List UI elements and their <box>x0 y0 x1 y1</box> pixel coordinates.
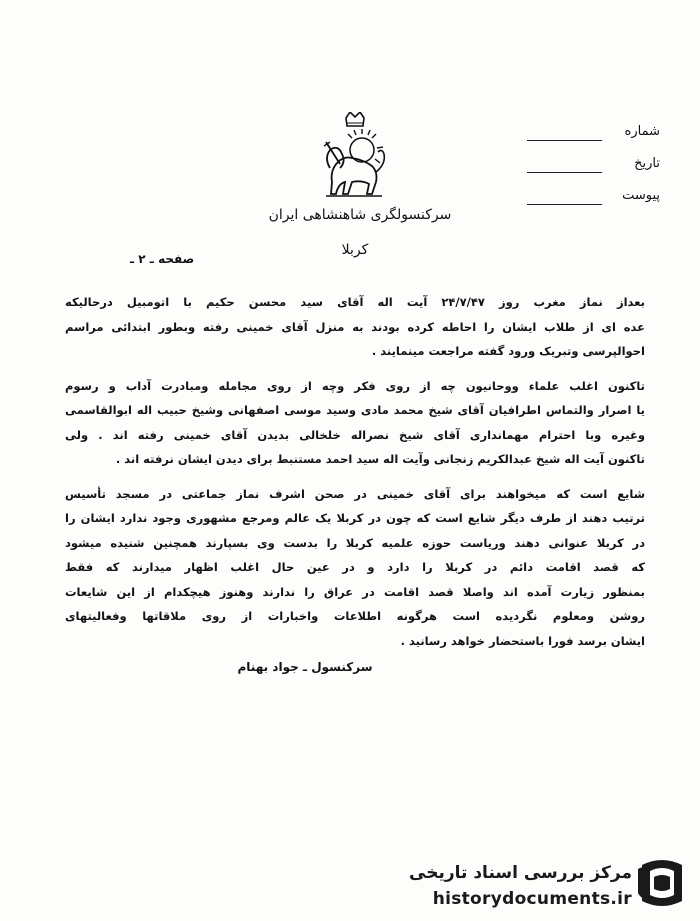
letter-body <box>65 290 645 653</box>
body-line: تاکنون آیت اله شیخ عبدالکریم زنجانی وآیت اله سید احمد مستنبط برای دیدن ایشان نرفته اند . <box>115 452 645 466</box>
watermark-url: historydocuments.ir <box>432 889 632 909</box>
number-line <box>527 140 602 141</box>
page-number: صفحه ـ ۲ ـ <box>130 252 195 266</box>
body-line: بمنظور زیارت آمده اند واصلا قصد اقامت در عراق را ندارند وهنوز هیچکدام از این شایعات <box>65 584 645 599</box>
attachment-line <box>527 204 602 205</box>
body-line: بعداز نماز مغرب روز ۲۴/۷/۴۷ آیت اله آقای سید محسن حکیم با اتومبیل درحالیکه <box>65 295 645 309</box>
body-line: تاکنون اغلب علماء ووحانیون چه از روی فکر وچه از روی مجامله ومبادرت آداب و رسوم <box>65 378 645 393</box>
number-field <box>480 124 660 144</box>
signature: سرکنسول ـ جواد بهنام <box>237 660 373 674</box>
lion-and-sun-emblem-icon <box>312 112 398 202</box>
body-line: در کربلا عنوانی دهند وریاست حوزه علمیه کربلا را بدست وی بسپارند همچنین شنیده میشود <box>65 535 645 550</box>
body-line: ترتیب دهند از طرف دیگر شایع است که چون در کربلا یک عالم ومرجع مشهوری وجود ندارد ایشان را <box>65 511 645 525</box>
paragraph-gap <box>65 472 645 482</box>
body-line: روشن ومعلوم نگردیده است هرگونه اطلاعات واخبارات از روی ملاقاتها وفعالیتهای <box>65 609 645 623</box>
number-label: شماره <box>624 124 660 139</box>
consulate-title: سرکنسولگری شاهنشاهی ایران <box>268 207 452 223</box>
attachment-label: پیوست <box>622 188 660 203</box>
body-line: یا اصرار والتماس اطرافیان آقای شیخ محمد مادی وسید موسی اصفهانی وشیخ حبیب اله ابوالقاسمی <box>65 403 645 417</box>
date-line <box>527 172 602 173</box>
archive-logo-icon <box>636 855 688 911</box>
date-label: تاریخ <box>634 156 660 171</box>
watermark-title: مرکز بررسی اسناد تاریخی <box>409 863 632 883</box>
city-name: کربلا <box>341 242 369 258</box>
body-line: عده ای از طلاب ایشان را احاطه کرده بودند به منزل آقای خمینی رفته وبطور ابتدائی مراسم <box>65 319 645 334</box>
date-field <box>480 156 660 176</box>
body-line: ایشان برسد فورا باستحضار خواهد رسانید . <box>400 633 645 648</box>
body-line: وغیره وبا احترام مهمانداری آقای شیخ نصراله خلخالی بدیدن آقای خمینی رفته اند . ولی <box>65 427 645 442</box>
body-line: احوالپرسی وتبریک ورود گفته مراجعت مینمایند . <box>371 344 645 358</box>
body-line: شایع است که میخواهند برای آقای خمینی در صحن اشرف نماز جماعتی در مسجد تأسیس <box>65 486 645 501</box>
attachment-field <box>480 188 660 208</box>
watermark <box>398 845 688 915</box>
body-line: که قصد اقامت دائم در کربلا را دارد و در عین حال اغلب اظهار میدارند که فقط <box>65 560 645 574</box>
paragraph-gap <box>65 364 645 374</box>
